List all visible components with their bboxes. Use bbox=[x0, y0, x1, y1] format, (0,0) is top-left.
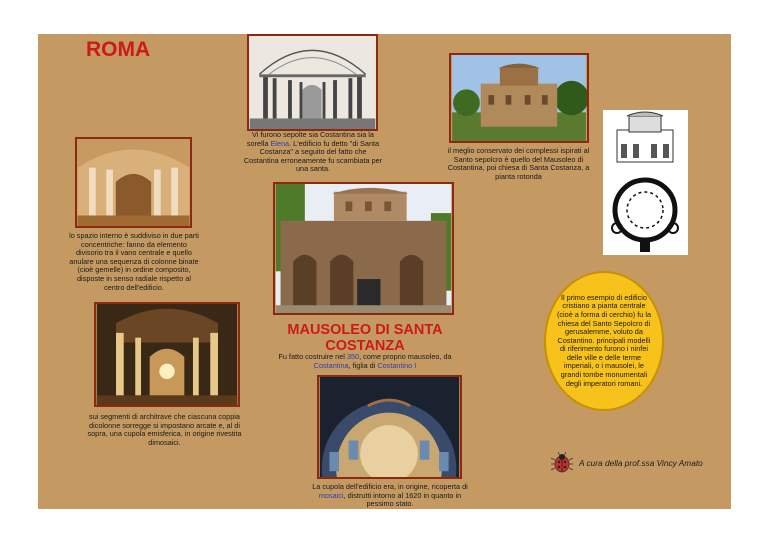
dome-photo bbox=[317, 375, 462, 479]
caption-cupola: La cupola dell'edificio era, in origine, ricoperta di mosaici, distrutti intorno al 1620 in quanto in pessimo stato. bbox=[312, 482, 468, 509]
caption-spazio: lo spazio interno è suddiviso in due parti concentriche: fanno da elemento divisorio tra il vano centrale e quello anulare una sequenza di colonne binate (cioè gemelle) in ordine composito, disposte in senso radiale rispetto al centro dell'edificio. bbox=[69, 231, 199, 292]
main-photo bbox=[273, 182, 454, 315]
caption-meglio: il meglio conservato dei complessi ispirati al Santo sepolcro è quello del Mausoleo di Costantina, poi chiesa di Santa Costanza, a pianta rotonda bbox=[447, 146, 590, 181]
costantino-link[interactable]: Costantino I bbox=[377, 360, 417, 370]
main-heading: MAUSOLEO DI SANTA COSTANZA bbox=[287, 322, 443, 354]
exterior-photo bbox=[449, 53, 589, 143]
interior-photo-1 bbox=[75, 137, 192, 228]
ladybug-icon bbox=[550, 452, 574, 474]
circle-text: Il primo esempio di edificio cristiano a pianta centrale (cioè a forma di cerchio) fu la chiesa del Santo Sepolcro di gerusalemme, voluto da Costantino. principali modelli di riferimento furono i ninfei delle ville e delle terme imperiali, o i mausolei, le grandi tombe monumentali degli imperatori romani. bbox=[556, 292, 652, 388]
mosaici-link[interactable]: mosaici bbox=[318, 490, 344, 500]
elena-link[interactable]: Elena bbox=[270, 138, 290, 148]
main-description: Fu fatto costruire nel 350, come proprio mausoleo, da Costantina, figlia di Costantino I bbox=[278, 352, 452, 370]
caption-elena: Vi furono sepolte sia Costantina sia la sorella Elena. L'edificio fu detto "di Santa Costanza" a seguito del fatto che Costantina erroneamente fu scambiata per una santa. bbox=[243, 130, 383, 174]
plan-drawing bbox=[603, 110, 688, 255]
info-circle bbox=[544, 271, 664, 411]
caption-segmenti: sui segmenti di architrave che ciascuna coppia dicolonne sorregge si impostano arcate e, al di sopra, una cupola emisferica, in origine rivestita dimosaici. bbox=[87, 412, 242, 447]
engraving-image bbox=[247, 34, 378, 131]
year-link[interactable]: 350 bbox=[346, 352, 360, 361]
page-title: ROMA bbox=[86, 38, 151, 61]
costantina-link[interactable]: Costantina bbox=[313, 360, 349, 370]
interior-photo-2 bbox=[94, 302, 240, 407]
credit-text: A cura della prof.ssa Vincy Amato bbox=[579, 458, 703, 468]
